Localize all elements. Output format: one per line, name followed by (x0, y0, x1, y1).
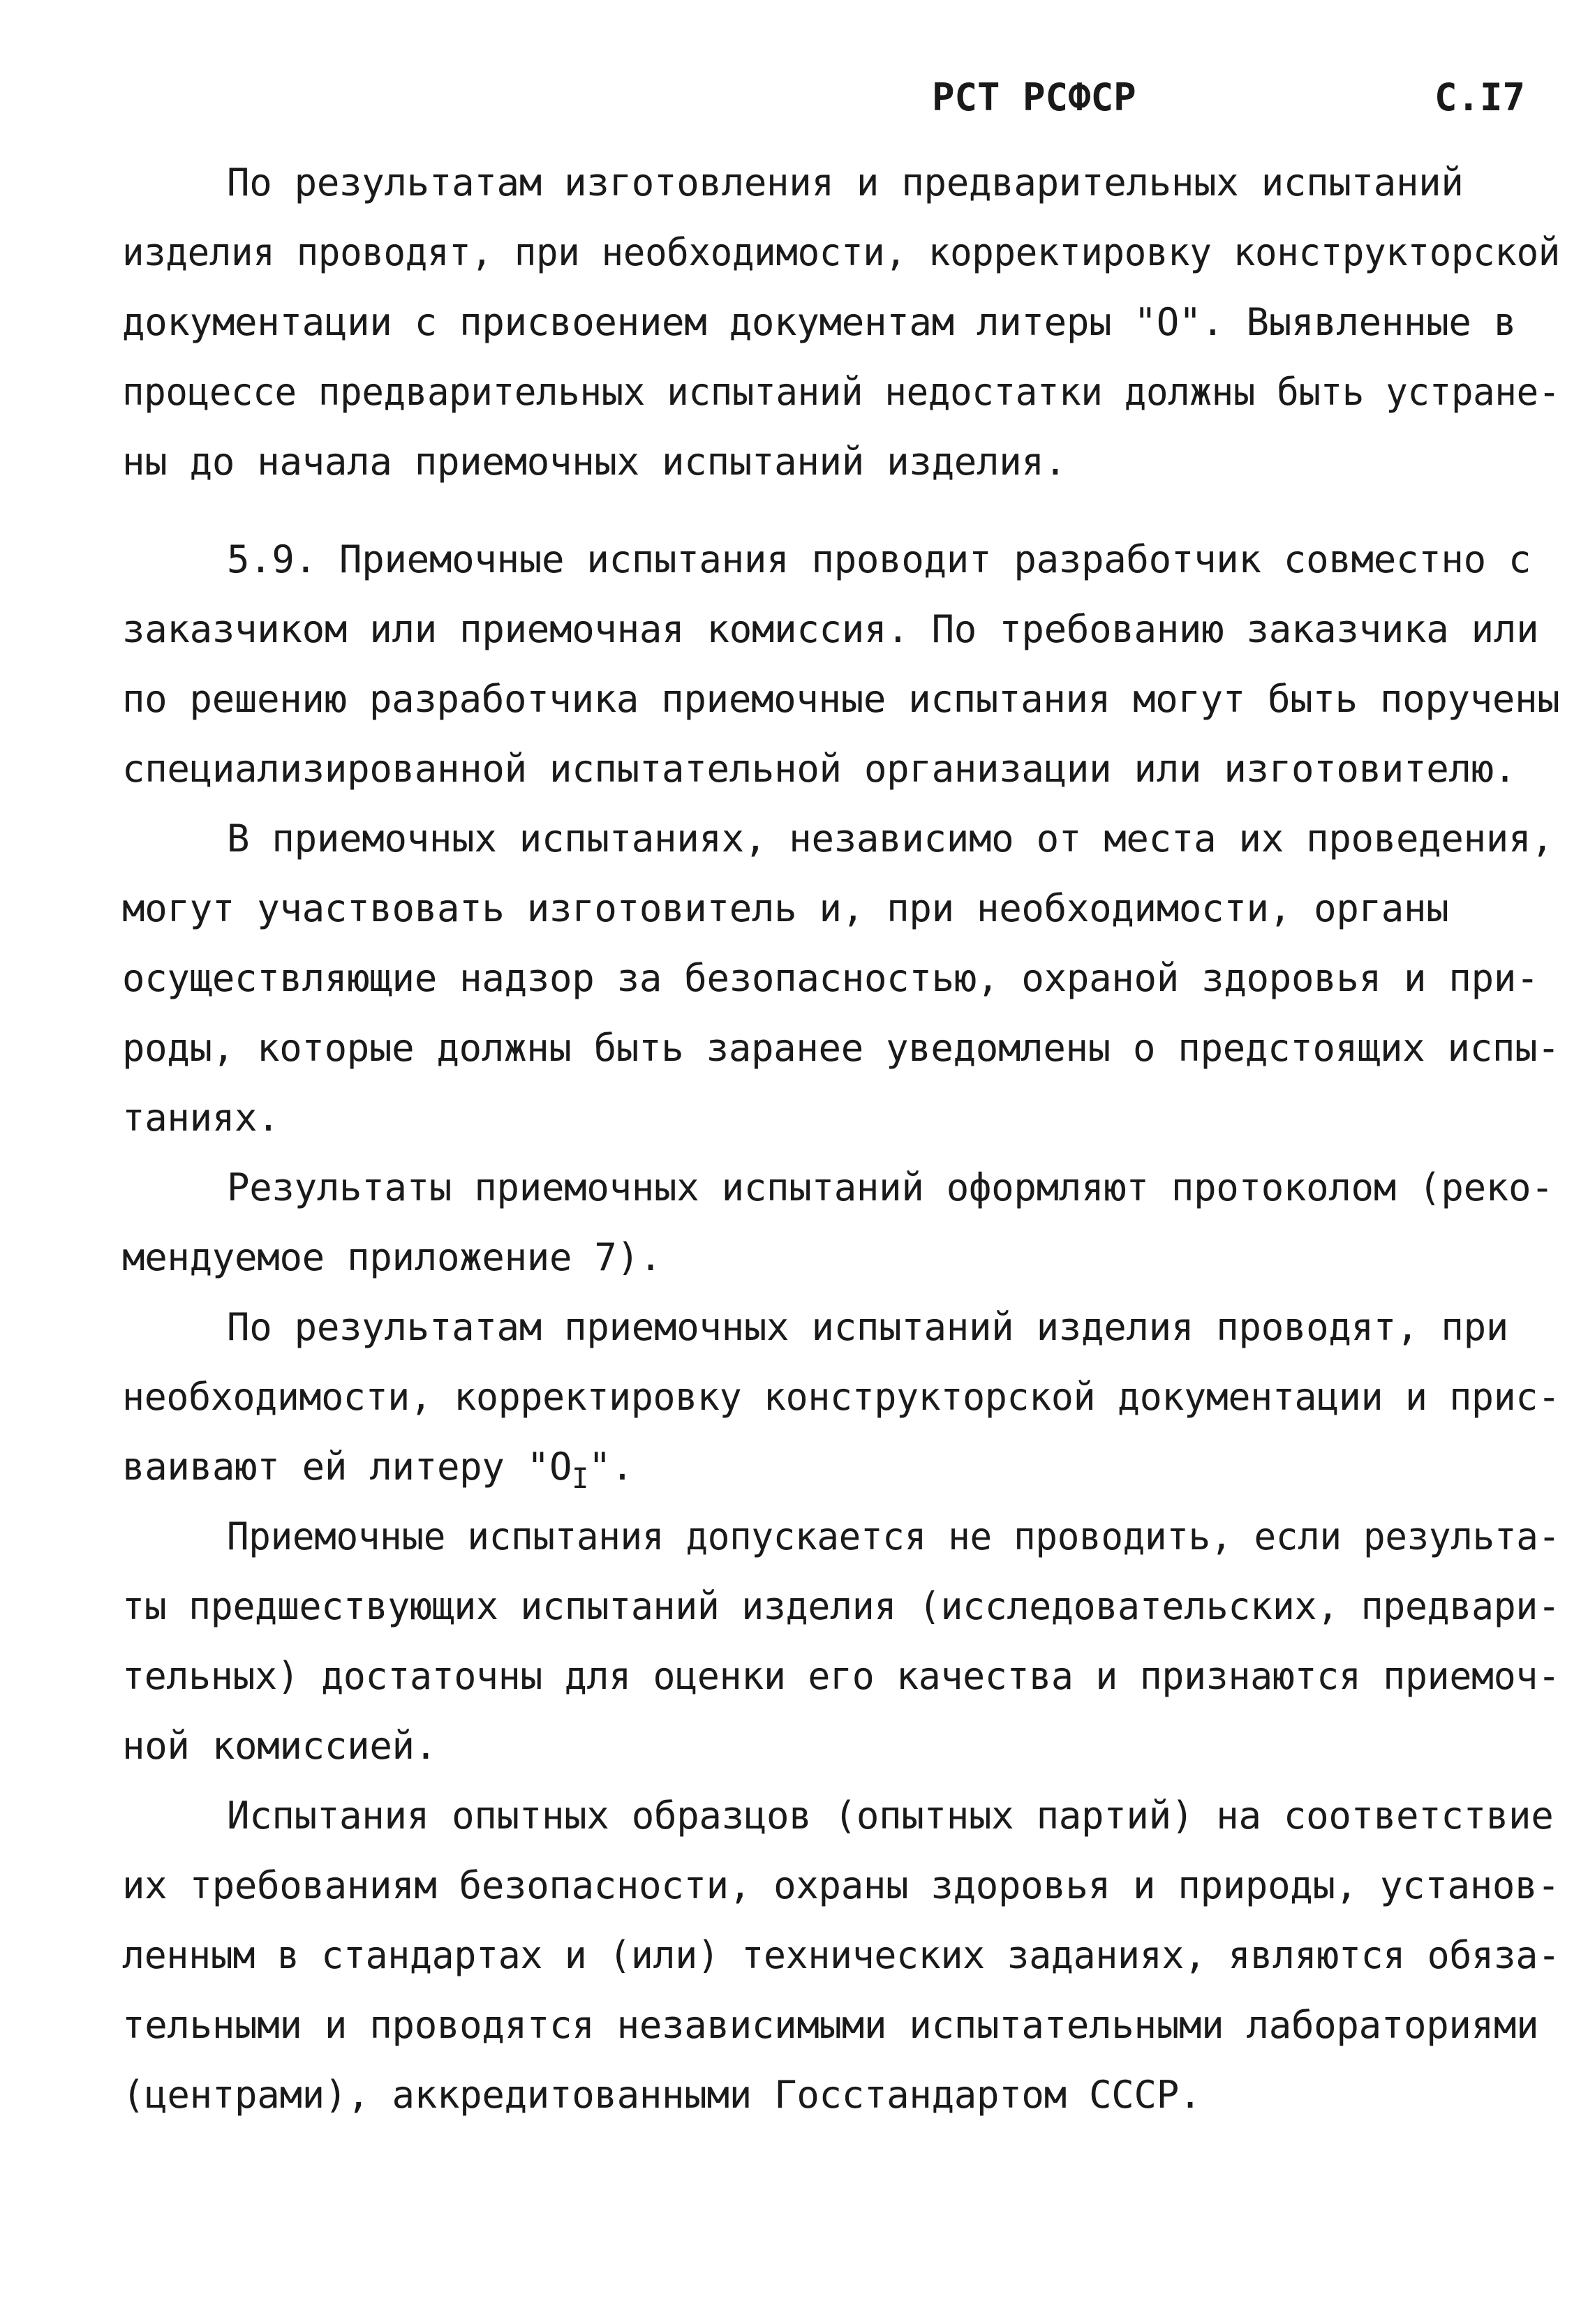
text-line: (центрами), аккредитованными Госстандартом СССР. (122, 2073, 1202, 2117)
text-line: ны до начала приемочных испытаний изделия. (122, 440, 1067, 484)
text-line: По результатам приемочных испытаний изделия проводят, при (227, 1305, 1509, 1349)
text-line: их требованиям безопасности, охраны здоровья и природы, установ- (122, 1863, 1560, 1907)
text-line: тельными и проводятся независимыми испытательными лабораториями (122, 2003, 1539, 2047)
text-line: могут участвовать изготовитель и, при необходимости, органы (122, 886, 1449, 930)
text-line: таниях. (122, 1096, 280, 1140)
text-line: По результатам изготовления и предварительных испытаний (227, 161, 1464, 204)
text-line: заказчиком или приемочная комиссия. По требованию заказчика или (122, 607, 1539, 651)
text-fragment: ваивают ей литеру "О (122, 1445, 572, 1489)
text-line: 5.9. Приемочные испытания проводит разработчик совместно с (227, 537, 1531, 581)
subscript: I (572, 1463, 589, 1495)
text-line (122, 1439, 633, 1507)
text-line: процессе предварительных испытаний недостатки должны быть устране- (122, 370, 1561, 414)
text-line: мендуемое приложение 7). (122, 1235, 662, 1279)
text-line: тельных) достаточны для оценки его качества и признаются приемоч- (122, 1654, 1560, 1698)
text-fragment: ". (588, 1445, 634, 1489)
text-line: изделия проводят, при необходимости, корректировку конструкторской (122, 230, 1561, 274)
text-line: ленным в стандартах и (или) технических заданиях, являются обяза- (122, 1933, 1560, 1977)
text-line: необходимости, корректировку конструкторской документации и прис- (122, 1375, 1560, 1419)
standard-code: РСТ РСФСР (932, 75, 1136, 119)
text-line: ты предшествующих испытаний изделия (исследовательских, предвари- (122, 1584, 1560, 1628)
text-line: документации с присвоением документам литеры "О". Выявленные в (122, 300, 1517, 344)
text-line: специализированной испытательной организации или изготовителю. (122, 747, 1517, 791)
text-line: В приемочных испытаниях, независимо от места их проведения, (227, 817, 1554, 861)
page-number: С.I7 (1434, 75, 1526, 119)
text-line: осуществляющие надзор за безопасностью, охраной здоровья и при- (122, 956, 1539, 1000)
text-line: ной комиссией. (122, 1724, 437, 1768)
text-line: Испытания опытных образцов (опытных партий) на соответствие (227, 1794, 1554, 1838)
text-line: роды, которые должны быть заранее уведомлены о предстоящих испы- (122, 1026, 1560, 1070)
text-line: по решению разработчика приемочные испытания могут быть поручены (122, 677, 1560, 721)
page-header (0, 75, 1588, 138)
text-line: Приемочные испытания допускается не проводить, если результа- (227, 1514, 1560, 1558)
text-line: Результаты приемочных испытаний оформляют протоколом (реко- (227, 1165, 1554, 1209)
